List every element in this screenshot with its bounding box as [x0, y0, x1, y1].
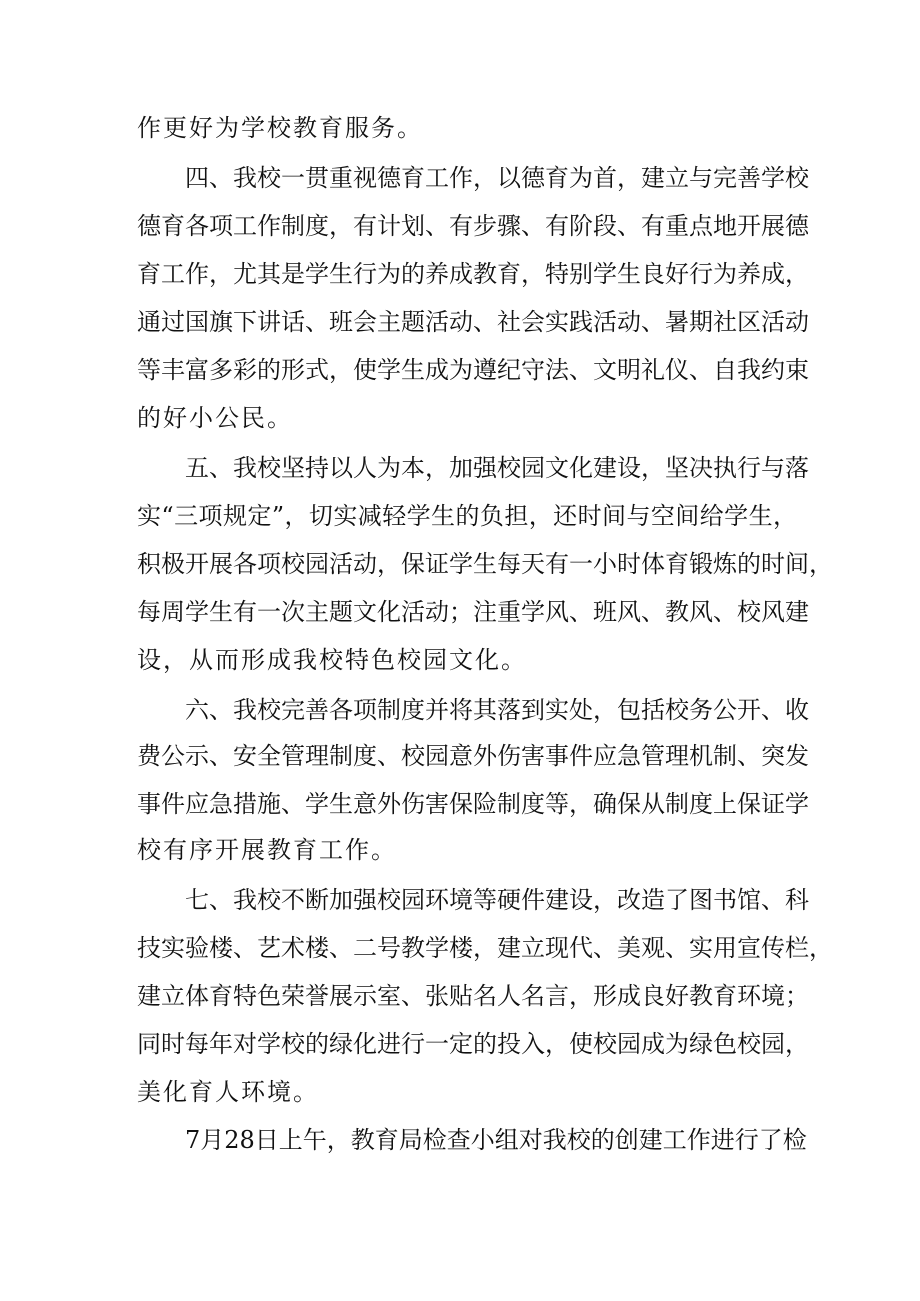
text-line-8: 五、我校坚持以人为本，加强校园文化建设，坚决执行与落 — [185, 454, 809, 482]
text-line-19: 建立体育特色荣誉展示室、张贴名人名言，形成良好教育环境； — [137, 982, 809, 1010]
text-line-7: 的好小公民。 — [137, 404, 293, 432]
text-line-14: 费公示、安全管理制度、校园意外伤害事件应急管理机制、突发 — [137, 742, 809, 770]
text-line-21: 美化育人环境。 — [137, 1078, 319, 1106]
text-line-22: 7月28日上午，教育局检查小组对我校的创建工作进行了检 — [185, 1126, 807, 1154]
text-line-18: 技实验楼、艺术楼、二号教学楼，建立现代、美观、实用宣传栏， — [137, 934, 833, 962]
text-line-6: 等丰富多彩的形式，使学生成为遵纪守法、文明礼仪、自我约束 — [137, 356, 809, 384]
text-line-11: 每周学生有一次主题文化活动；注重学风、班风、教风、校风建 — [137, 598, 809, 626]
text-line-1: 作更好为学校教育服务。 — [137, 114, 423, 142]
text-line-2: 四、我校一贯重视德育工作，以德育为首，建立与完善学校 — [185, 164, 809, 192]
text-line-13: 六、我校完善各项制度并将其落到实处，包括校务公开、收 — [185, 696, 809, 724]
text-line-15: 事件应急措施、学生意外伤害保险制度等，确保从制度上保证学 — [137, 790, 809, 818]
text-line-17: 七、我校不断加强校园环境等硬件建设，改造了图书馆、科 — [185, 886, 809, 914]
text-line-3: 德育各项工作制度，有计划、有步骤、有阶段、有重点地开展德 — [137, 212, 809, 240]
text-line-20: 同时每年对学校的绿化进行一定的投入，使校园成为绿色校园， — [137, 1030, 809, 1058]
text-line-5: 通过国旗下讲话、班会主题活动、社会实践活动、暑期社区活动 — [137, 308, 809, 336]
text-line-12: 设，从而形成我校特色校园文化。 — [137, 646, 527, 674]
text-line-10: 积极开展各项校园活动，保证学生每天有一小时体育锻炼的时间， — [137, 550, 833, 578]
text-line-9: 实“三项规定”，切实减轻学生的负担，还时间与空间给学生， — [137, 502, 797, 530]
text-line-16: 校有序开展教育工作。 — [137, 836, 397, 864]
text-line-4: 育工作，尤其是学生行为的养成教育，特别学生良好行为养成， — [137, 260, 809, 288]
